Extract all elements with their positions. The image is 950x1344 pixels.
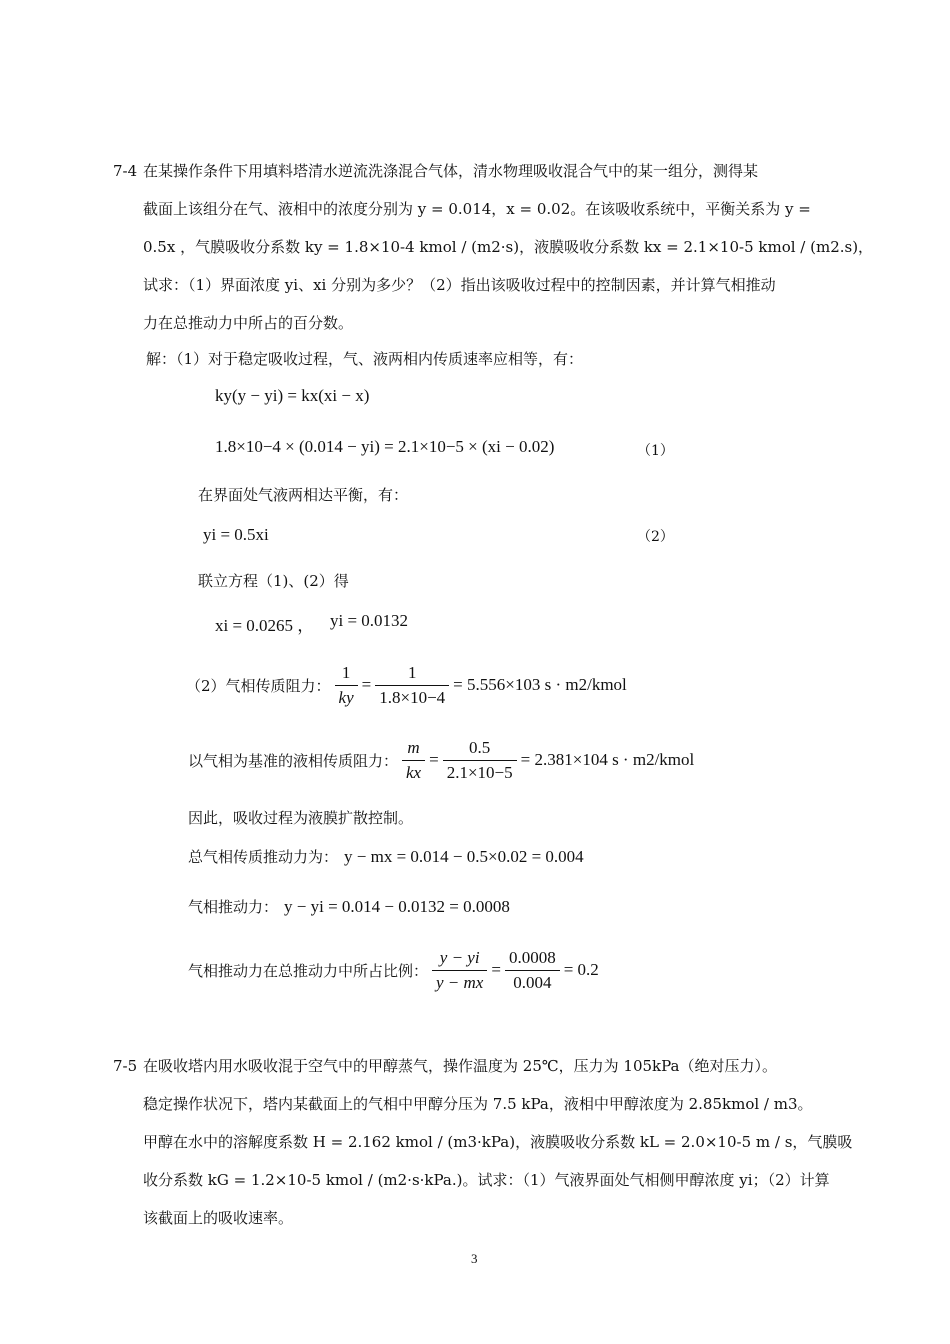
equation-1: 1.8×10−4 × (0.014 − yi) = 2.1×10−5 × (xi − 0.02) (215, 437, 555, 456)
fraction-denominator: kx (406, 762, 422, 782)
combine-text: 联立方程（1)、(2）得 (198, 572, 349, 590)
page-number: 3 (471, 1251, 478, 1266)
problem-7-4-line-3: 0.5x ，气膜吸收分系数 ky = 1.8×10-4 kmol / (m2·s)，液膜吸收分系数 kx = 2.1×10-5 kmol / (m2.s)， (143, 238, 874, 256)
liquid-resistance-fraction-1 (402, 738, 425, 783)
liquid-resistance-fraction-2 (443, 738, 517, 783)
solution-intro: 解：（1）对于稳定吸收过程，气、液两相内传质速率应相等，有： (146, 350, 584, 368)
fraction-numerator: 1 (375, 663, 449, 686)
problem-7-4-number: 7-4 (113, 162, 138, 180)
problem-7-4-line-1: 在某操作条件下用填料塔清水逆流洗涤混合气体，清水物理吸收混合气中的某一组分，测得某 (143, 162, 759, 180)
equals-sign: = (429, 750, 439, 769)
fraction-denominator: ky (338, 687, 354, 707)
fraction-numerator: m (402, 738, 425, 761)
ratio-fraction-1 (432, 948, 487, 993)
problem-7-5-number: 7-5 (113, 1057, 138, 1075)
gas-resistance-row (186, 655, 627, 715)
gas-driving-force-row (188, 896, 510, 917)
ratio-value: = 0.2 (563, 960, 599, 979)
problem-7-5-line-3: 甲醇在水中的溶解度系数 H = 2.162 kmol / (m3·kPa)，液膜吸收分系数 kL = 2.0×10-5 m / s，气膜吸 (143, 1133, 853, 1151)
equation-rate-balance: ky(y − yi) = kx(xi − x) (215, 386, 370, 405)
ratio-fraction-2 (505, 948, 560, 993)
ratio-label: 气相推动力在总推动力中所占比例： (188, 961, 429, 980)
gas-driving-force-label: 气相推动力： (188, 898, 279, 916)
liquid-resistance-row (188, 730, 694, 790)
total-driving-force-equation: y − mx = 0.014 − 0.5×0.02 = 0.004 (344, 846, 584, 866)
ratio-row (188, 942, 599, 998)
fraction-denominator: 0.004 (513, 972, 552, 992)
gas-resistance-fraction-2 (375, 663, 449, 708)
equals-sign: = (361, 675, 372, 694)
result-yi: yi = 0.0132 (330, 611, 409, 630)
result-xi: xi = 0.0265 ， (215, 616, 315, 635)
equilibrium-text: 在界面处气液两相达平衡，有： (198, 486, 409, 504)
fraction-numerator: y − yi (432, 948, 487, 971)
liquid-resistance-value: = 2.381×104 s · m2/kmol (520, 750, 695, 769)
control-conclusion: 因此，吸收过程为液膜扩散控制。 (188, 809, 414, 827)
fraction-denominator: 1.8×10−4 (379, 687, 446, 707)
fraction-denominator: 2.1×10−5 (446, 762, 513, 782)
fraction-numerator: 1 (335, 663, 358, 686)
equation-1-number: （1） (637, 443, 674, 459)
fraction-numerator: 0.0008 (505, 948, 560, 971)
total-driving-force-row (188, 846, 584, 867)
problem-7-5-line-4: 收分系数 kG = 1.2×10-5 kmol / (m2·s·kPa.)。试求：（1）气液界面处气相侧甲醇浓度 yi；（2）计算 (143, 1171, 830, 1189)
liquid-resistance-label: 以气相为基准的液相传质阻力： (188, 751, 399, 770)
total-driving-force-label: 总气相传质推动力为： (188, 848, 339, 866)
gas-resistance-label: （2）气相传质阻力： (186, 676, 331, 695)
gas-resistance-value: = 5.556×103 s · m2/kmol (453, 675, 627, 694)
gas-driving-force-equation: y − yi = 0.014 − 0.0132 = 0.0008 (284, 896, 510, 916)
problem-7-4-line-2: 截面上该组分在气、液相中的浓度分别为 y = 0.014，x = 0.02。在该吸收系统中，平衡关系为 y = (143, 200, 811, 218)
problem-7-5-line-1: 在吸收塔内用水吸收混于空气中的甲醇蒸气，操作温度为 25℃，压力为 105kPa（绝对压力）。 (143, 1057, 777, 1075)
fraction-numerator: 0.5 (443, 738, 517, 761)
gas-resistance-fraction-1 (335, 663, 358, 708)
problem-7-4-line-5: 力在总推动力中所占的百分数。 (143, 314, 354, 332)
problem-7-5-line-2: 稳定操作状况下，塔内某截面上的气相中甲醇分压为 7.5 kPa，液相中甲醇浓度为 2.85kmol / m3。 (143, 1095, 813, 1113)
fraction-denominator: y − mx (436, 972, 484, 992)
equals-sign: = (491, 960, 501, 979)
problem-7-5-line-5: 该截面上的吸收速率。 (143, 1209, 294, 1227)
equation-2: yi = 0.5xi (203, 525, 269, 544)
equation-2-number: （2） (637, 529, 674, 545)
problem-7-4-line-4: 试求：（1）界面浓度 yi、xi 分别为多少？（2）指出该吸收过程中的控制因素，并计算气相推动 (143, 276, 776, 294)
